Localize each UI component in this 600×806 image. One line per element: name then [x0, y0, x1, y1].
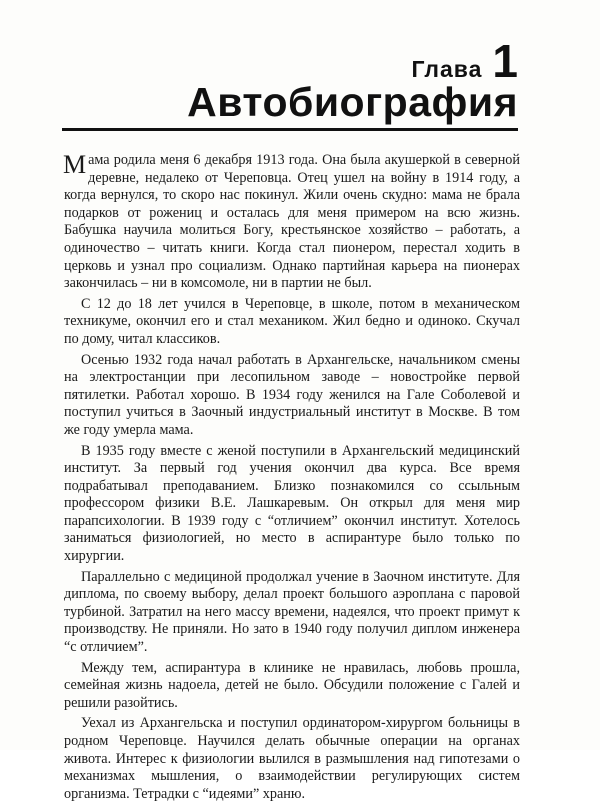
drop-cap: М — [63, 150, 87, 179]
title-divider — [62, 128, 518, 131]
paragraph-2: С 12 до 18 лет учился в Череповце, в школе, потом в механическом техникуме, окончил его и стал механиком. Жил бедно и одиноко. Скучал по дому, читал классиков. — [64, 295, 520, 347]
chapter-word: Глава — [411, 56, 483, 82]
chapter-heading — [411, 35, 518, 87]
paragraph-1-text: ама родила меня 6 декабря 1913 года. Она была акушеркой в северной деревне, недалеко от Череповца. Отец ушел на войну в 1914 году, а когда вернулся, то скоро нас покинул. Жили очень скудно: мама не брала подарков от рожениц и осталась для меня примером на всю жизнь. Бабушка научила молиться Богу, крестьянское хозяйство – работать, а одиночество – читать книги. Когда стал пионером, перестал ходить в церковь и узнал про социализм. Однако партийная карьера на пионерах закончилась – ни в комсомоле, ни в партии не был. — [64, 152, 520, 292]
paragraph-6: Между тем, аспирантура в клинике не нравилась, любовь прошла, семейная жизнь надоела, детей не было. Обсудили положение с Галей и решили разойтись. — [64, 659, 520, 711]
paragraph-7: Уехал из Архангельска и поступил ординатором-хирургом больницы в родном Череповце. Научился делать обычные операции на органах живота. Интерес к физиологии вылился в размышления над гипотезами о механизмах мышления, о взаимодействии регулирующих систем организма. Тетрадки с “идеями” храню. — [64, 715, 520, 802]
chapter-number: 1 — [492, 35, 518, 87]
paragraph-5: Параллельно с медициной продолжал учение в Заочном институте. Для диплома, по своему выбору, делал проект большого аэроплана с паровой турбиной. Затратил на него массу времени, надеялся, что проект примут к производству. Не приняли. Но зато в 1940 году получил диплом инженера “с отличием”. — [64, 568, 520, 656]
chapter-title: Автобиография — [187, 79, 518, 125]
body-text — [64, 152, 520, 806]
paragraph-3: Осенью 1932 года начал работать в Архангельске, начальником смены на электростанции при лесопильном заводе – новостройке первой пятилетки. Работал хорошо. В 1934 году женился на Гале Соболевой и поступил учиться в Заочный индустриальный институт в Москве. В том же году умерла мама. — [64, 351, 520, 438]
paragraph-1 — [64, 152, 520, 293]
paragraph-4: В 1935 году вместе с женой поступили в Архангельский медицинский институт. За первый год учения окончил два курса. Все время подрабатывал преподаванием. Близко познакомился со ссыльным профессором физики В.Е. Лашкаревым. Он открыл для меня мир парапсихологии. В 1939 году с “отличием” окончил институт. Хотелось заниматься физиологией, но место в аспирантуре было только по хирургии. — [64, 442, 520, 565]
